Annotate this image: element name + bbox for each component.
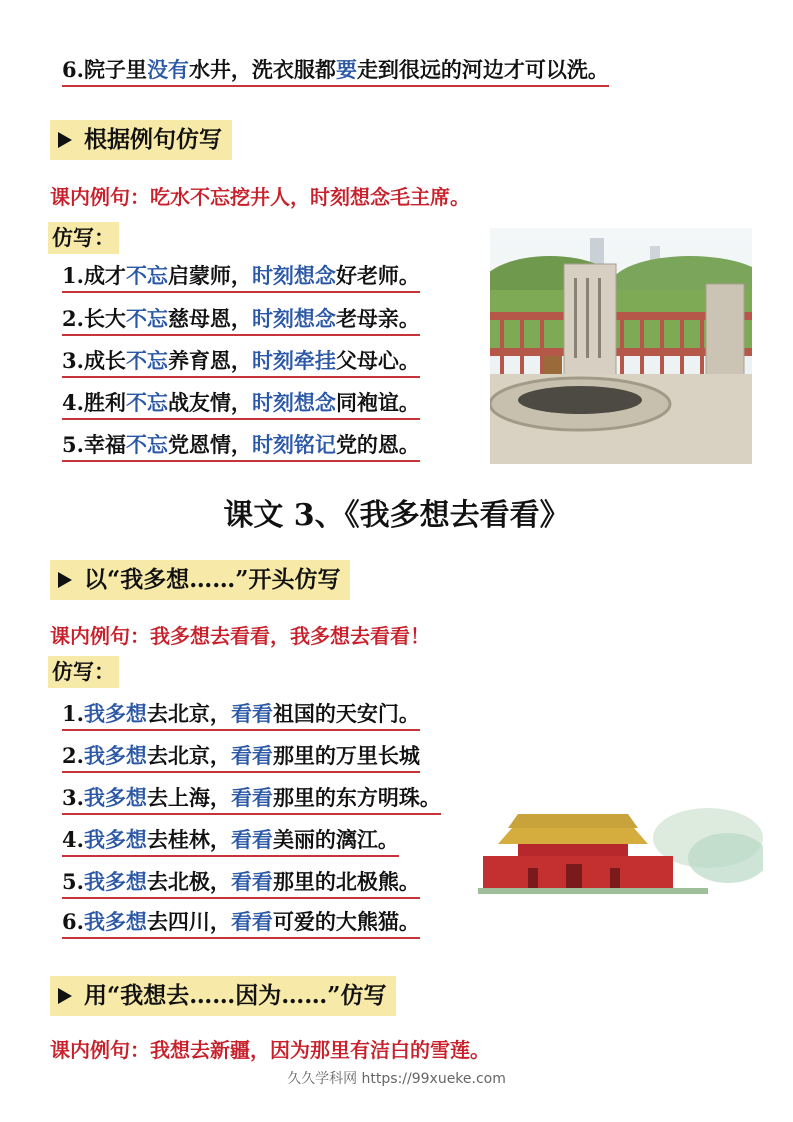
- list-item: [62, 347, 420, 378]
- list-item: [62, 784, 441, 815]
- text-part: 老母亲。: [335, 306, 420, 331]
- text-highlight: 看看: [230, 785, 273, 810]
- text-part: 慈母恩，: [167, 306, 252, 331]
- text-highlight: 不忘: [125, 390, 168, 415]
- text-highlight: 看看: [230, 909, 273, 934]
- text-highlight: 不忘: [125, 306, 168, 331]
- text-highlight: 不忘: [125, 263, 168, 288]
- text-highlight: 我多想: [83, 827, 147, 852]
- text-highlight: 要: [335, 57, 357, 82]
- item-number: 4.: [62, 827, 84, 852]
- text-part: 走到很远的河边才可以洗。: [356, 57, 609, 82]
- text-part: 那里的万里长城: [272, 743, 420, 768]
- text-part: 去上海，: [146, 785, 231, 810]
- list-item: [62, 908, 420, 939]
- text-highlight: 时刻牵挂: [251, 348, 336, 373]
- gate-drawing: [478, 788, 763, 900]
- text-highlight: 时刻想念: [251, 306, 336, 331]
- text-part: 好老师。: [335, 263, 420, 288]
- tiananmen-illustration: [478, 788, 763, 900]
- text-part: 同袍谊。: [335, 390, 420, 415]
- item-number: 3.: [62, 348, 84, 373]
- heading-text: 以“我多想……”开头仿写: [84, 566, 341, 593]
- text-part: 去北极，: [146, 869, 231, 894]
- list-item: [62, 389, 420, 420]
- text-part: 祖国的天安门。: [272, 701, 420, 726]
- example-sentence-1: 课内例句：吃水不忘挖井人，时刻想念毛主席。: [50, 185, 470, 209]
- text-highlight: 我多想: [83, 909, 147, 934]
- text-highlight: 不忘: [125, 348, 168, 373]
- item-number: 1.: [62, 263, 84, 288]
- lesson-title: 课文 3、《我多想去看看》: [223, 498, 570, 533]
- well-illustration: [490, 228, 752, 464]
- text-part: 美丽的漓江。: [272, 827, 399, 852]
- fangxie-label-2: 仿写：: [48, 656, 119, 688]
- text-part: 那里的东方明珠。: [272, 785, 441, 810]
- list-item: [62, 742, 420, 773]
- fangxie-label-1: 仿写：: [48, 222, 119, 254]
- text-part: 那里的北极熊。: [272, 869, 420, 894]
- text-part: 水井，洗衣服都: [188, 57, 336, 82]
- list-item: [62, 262, 420, 293]
- text-part: 幸福: [83, 432, 126, 457]
- text-highlight: 时刻想念: [251, 263, 336, 288]
- text-highlight: 看看: [230, 827, 273, 852]
- list-item: [62, 700, 420, 731]
- text-highlight: 时刻想念: [251, 390, 336, 415]
- text-highlight: 时刻铭记: [251, 432, 336, 457]
- text-part: 成才: [83, 263, 126, 288]
- well-photo: [490, 228, 752, 464]
- text-part: 去北京，: [146, 743, 231, 768]
- text-part: 战友情，: [167, 390, 252, 415]
- footer-watermark: 久久学科网 https://99xueke.com: [287, 1071, 506, 1087]
- text-highlight: 不忘: [125, 432, 168, 457]
- text-part: 父母心。: [335, 348, 420, 373]
- text-part: 养育恩，: [167, 348, 252, 373]
- text-highlight: 我多想: [83, 701, 147, 726]
- item-number: 2.: [62, 306, 84, 331]
- text-highlight: 看看: [230, 743, 273, 768]
- text-highlight: 看看: [230, 701, 273, 726]
- text-part: 启蒙师，: [167, 263, 252, 288]
- text-highlight: 看看: [230, 869, 273, 894]
- text-part: 党的恩。: [335, 432, 420, 457]
- list-item: [62, 305, 420, 336]
- text-highlight: 我多想: [83, 869, 147, 894]
- text-highlight: 我多想: [83, 743, 147, 768]
- item-number: 2.: [62, 743, 84, 768]
- list-item: [62, 868, 420, 899]
- item-number: 5.: [62, 432, 84, 457]
- list-item: [62, 826, 399, 857]
- text-part: 胜利: [83, 390, 126, 415]
- text-part: 去北京，: [146, 701, 231, 726]
- item-number: 3.: [62, 785, 84, 810]
- example-sentence-3: 课内例句：我想去新疆，因为那里有洁白的雪莲。: [50, 1038, 490, 1062]
- text-part: 院子里: [83, 57, 147, 82]
- triangle-bullet-icon: [58, 132, 72, 148]
- item-number: 5.: [62, 869, 84, 894]
- text-highlight: 我多想: [83, 785, 147, 810]
- list-item: [62, 431, 420, 462]
- text-part: 去四川，: [146, 909, 231, 934]
- text-part: 党恩情，: [167, 432, 252, 457]
- item-number: 6.: [62, 57, 84, 82]
- text-part: 去桂林，: [146, 827, 231, 852]
- text-part: 成长: [83, 348, 126, 373]
- triangle-bullet-icon: [58, 988, 72, 1004]
- item-number: 4.: [62, 390, 84, 415]
- triangle-bullet-icon: [58, 572, 72, 588]
- text-part: 长大: [83, 306, 126, 331]
- heading-text: 用“我想去……因为……”仿写: [84, 982, 387, 1009]
- section-heading-1: [50, 120, 232, 160]
- heading-text: 根据例句仿写: [84, 126, 222, 153]
- text-part: 可爱的大熊猫。: [272, 909, 420, 934]
- example-sentence-2: 课内例句：我多想去看看，我多想去看看！: [50, 624, 430, 648]
- section-heading-2: [50, 560, 350, 600]
- item-number: 1.: [62, 701, 84, 726]
- section-heading-3: [50, 976, 396, 1016]
- sentence-6: [62, 56, 609, 87]
- item-number: 6.: [62, 909, 84, 934]
- text-highlight: 没有: [146, 57, 189, 82]
